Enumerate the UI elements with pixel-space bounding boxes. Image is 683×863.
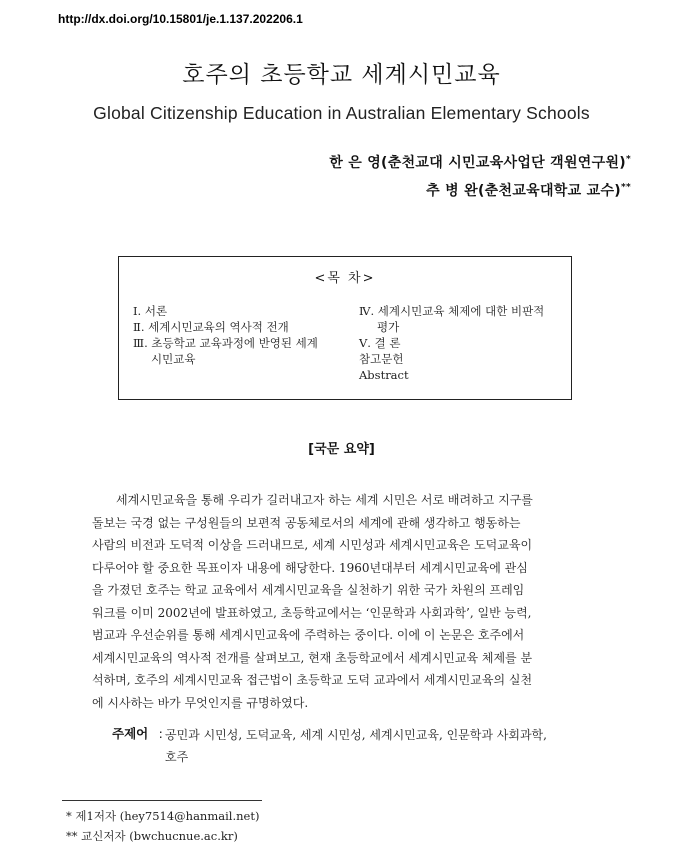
footnote-mark: * [66,809,72,823]
toc-item: Ⅳ. 세계시민교육 체제에 대한 비판적 [359,304,545,318]
keywords-line: 공민과 시민성, 도덕교육, 세계 시민성, 세계시민교육, 인문학과 사회과학, [165,728,547,742]
abstract-line: 에 시사하는 바가 무엇인지를 규명하였다. [92,695,309,710]
abstract-line: 세계시민교육을 통해 우리가 길러내고자 하는 세계 시민은 서로 배려하고 지구를 [116,493,533,507]
author-affiliation: (춘천교육대학교 교수) [477,183,621,199]
abstract-heading: [국문 요약] [308,442,375,457]
abstract-line: 석하며, 호주의 세계시민교육 접근법이 초등학교 도덕 교과에서 세계시민교육의 실천 [92,673,533,687]
author-affiliation: (춘천교대 시민교육사업단 객원연구원) [381,155,626,171]
abstract-line: 워크를 이미 2002년에 발표하였고, 초등학교에서는 ‘인문학과 사회과학’, 일반 능력, [92,605,532,620]
toc-item: 참고문헌 [359,352,404,366]
toc-item: 평가 [377,320,400,334]
author-footnote-mark: ** [620,182,631,193]
author-line-1 [329,152,631,172]
toc-item: Abstract [359,368,409,382]
korean-title: 호주의 초등학교 세계시민교육 [182,62,501,88]
footnote-mark: ** [66,829,78,843]
author-name: 추 병 완 [426,183,478,199]
keywords-separator: : [158,726,163,741]
toc-right-column [359,303,559,383]
toc-heading: <목 차> [314,271,376,286]
toc-left-column [133,303,333,367]
keywords-line: 호주 [165,750,189,764]
abstract-line: 세계시민교육의 역사적 전개를 살펴보고, 현재 초등학교에서 세계시민교육 체제를 분 [92,650,533,665]
abstract-line: 범교과 우선순위를 통해 세계시민교육에 주력하는 중이다. 이에 이 논문은 호주에서 [92,628,525,642]
keywords-list [165,724,605,768]
keywords-label [112,724,163,742]
abstract-body [92,489,596,714]
footnote-corresponding-author [66,828,238,844]
footnote-first-author [66,808,259,824]
toc-item: Ⅲ. 초등학교 교육과정에 반영된 세계 [133,336,318,350]
footnote-divider [62,800,262,801]
table-of-contents [118,256,572,400]
toc-item: Ⅱ. 세계시민교육의 역사적 전개 [133,320,289,334]
english-title: Global Citizenship Education in Australian Elementary Schools [93,103,590,123]
abstract-line: 돌보는 국경 없는 구성원들의 보편적 공동체로서의 세계에 관해 생각하고 행동하는 [92,515,521,530]
author-line-2 [426,180,631,200]
toc-item: Ⅰ. 서론 [133,304,168,318]
author-name: 한 은 영 [329,155,382,171]
abstract-line: 을 가졌던 호주는 학교 교육에서 세계시민교육을 실천하기 위한 국가 차원의 프레임 [92,583,525,597]
toc-item: 시민교육 [151,352,196,366]
author-footnote-mark: * [625,154,631,165]
footnote-text: 제1저자 (hey7514@hanmail.net) [75,809,260,823]
keywords-label-text: 주제어 [112,726,149,741]
doi-link[interactable]: http://dx.doi.org/10.15801/je.1.137.202206.1 [58,12,303,26]
abstract-line: 사람의 비전과 도덕적 이상을 드러내므로, 세계 시민성과 세계시민교육은 도덕교육이 [92,538,533,552]
footnote-text: 교신저자 (bwchucnue.ac.kr) [81,829,238,843]
abstract-line: 다루어야 할 중요한 목표이자 내용에 해당한다. 1960년대부터 세계시민교육에 관심 [92,560,528,575]
toc-item: Ⅴ. 결 론 [359,336,401,350]
